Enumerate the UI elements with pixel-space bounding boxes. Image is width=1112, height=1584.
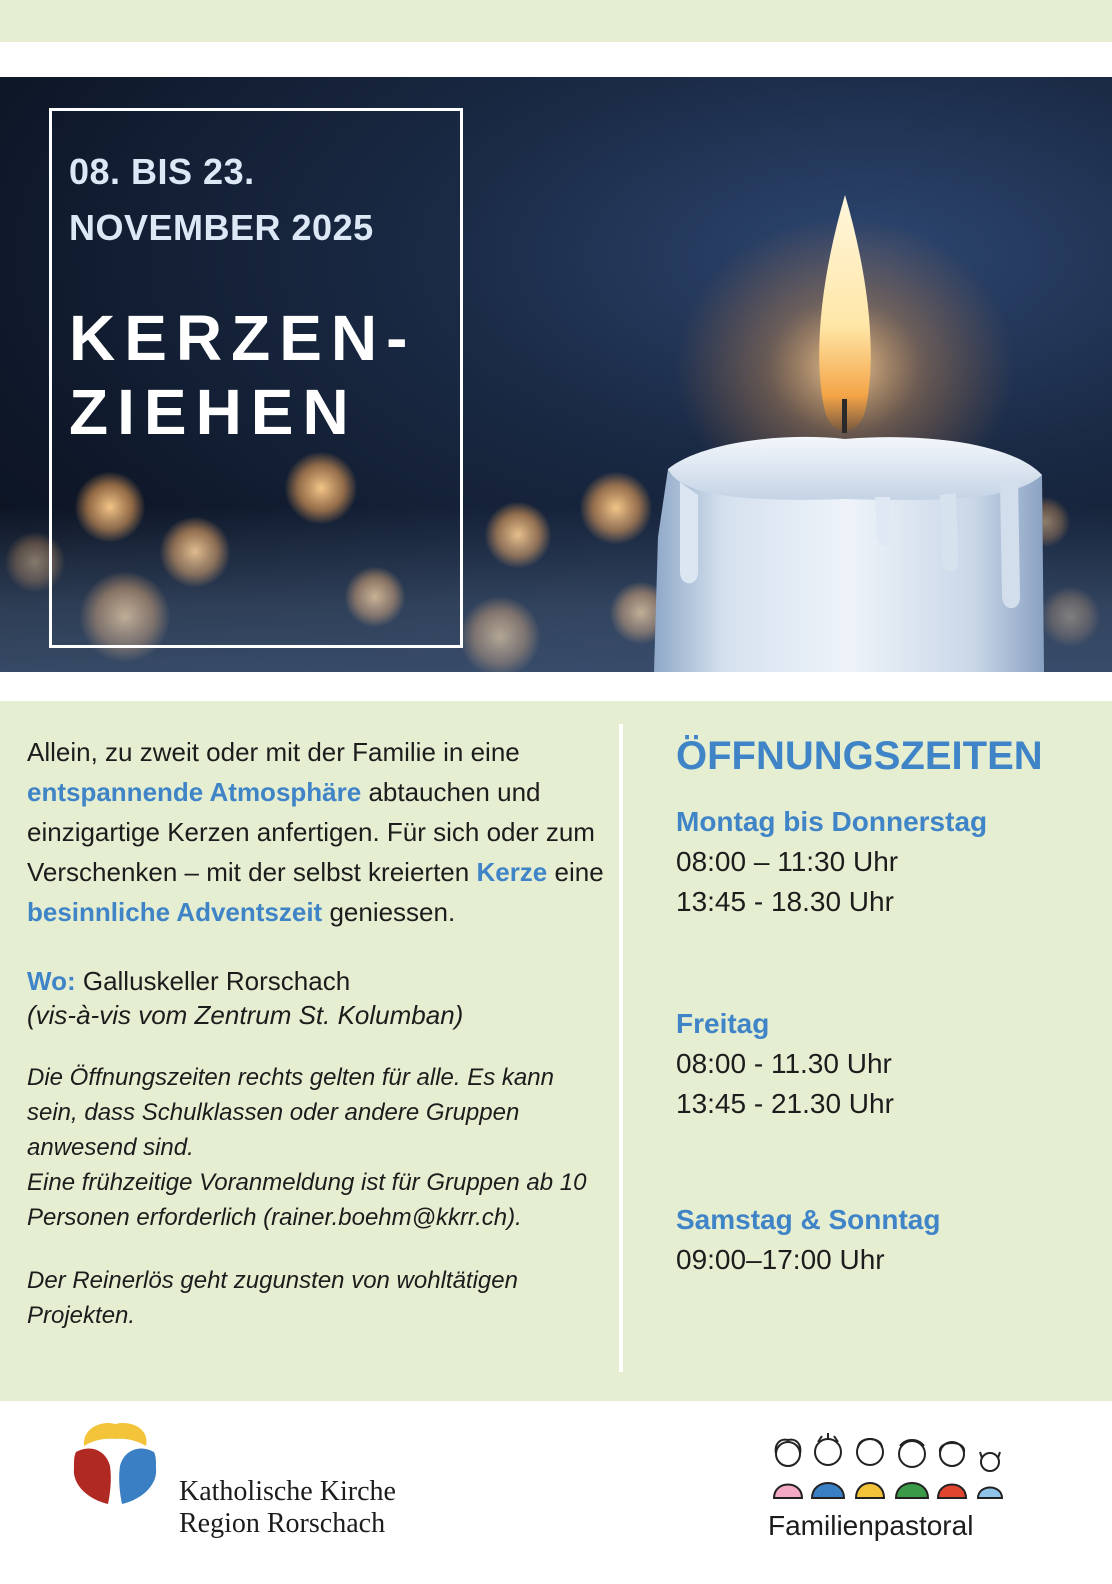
- location-label: Wo:: [27, 966, 76, 996]
- organization-name-line: Region Rorschach: [179, 1508, 386, 1539]
- wax-drip: [680, 482, 698, 583]
- description-column: [27, 732, 607, 1333]
- opening-hours-title: ÖFFNUNGSZEITEN: [676, 734, 1043, 778]
- figure-body-blue: [812, 1483, 844, 1498]
- candle-illustration: [640, 177, 1060, 672]
- day-label: Freitag: [676, 1008, 770, 1039]
- time-slot: 08:00 - 11.30 Uhr: [676, 1048, 892, 1079]
- intro-text: eine: [547, 857, 604, 887]
- day-label: Samstag & Sonntag: [676, 1204, 941, 1235]
- top-band: [0, 0, 1112, 42]
- wax-drip: [940, 493, 958, 572]
- hours-group-friday: [676, 1004, 1096, 1124]
- intro-text: geniessen.: [322, 897, 456, 927]
- intro-paragraph: [27, 732, 607, 932]
- event-date-line-2: NOVEMBER 2025: [69, 207, 374, 248]
- event-title-line-1: KERZEN-: [69, 302, 417, 374]
- intro-text: Allein, zu zweit oder mit der Familie in eine: [27, 737, 520, 767]
- family-ministry-label: Familienpastoral: [768, 1510, 974, 1541]
- location-line: [27, 964, 607, 998]
- intro-text: abtauchen und einzigartige Kerzen anfertigen. Für sich oder zum Verschenken – mit der selbst kreierten: [27, 777, 595, 887]
- location-note: (vis-à-vis vom Zentrum St. Kolumban): [27, 1000, 464, 1030]
- opening-hours-column: [676, 728, 1096, 1280]
- event-date-line-1: 08. BIS 23.: [69, 151, 255, 192]
- logo-petal-blue: [119, 1448, 156, 1504]
- organization-name: [179, 1476, 396, 1540]
- hours-group-weekdays: [676, 802, 1096, 922]
- hours-group-weekend: [676, 1200, 1096, 1280]
- event-title-line-2: ZIEHEN: [69, 376, 358, 448]
- time-slot: 13:45 - 18.30 Uhr: [676, 886, 894, 917]
- wax-drip: [1000, 477, 1020, 608]
- figure-body-yellow: [856, 1483, 884, 1498]
- hours-info-note: Die Öffnungszeiten rechts gelten für alle. Es kann sein, dass Schulklassen oder andere Gruppen anwesend sind.: [27, 1064, 554, 1161]
- candle-wick: [842, 399, 847, 433]
- family-figures-icon: [766, 1432, 1012, 1502]
- hero-banner: [0, 77, 1112, 672]
- church-logo-icon: [70, 1422, 160, 1506]
- organization-name-line: Katholische Kirche: [179, 1476, 396, 1507]
- time-slot: 09:00–17:00 Uhr: [676, 1244, 885, 1275]
- figure-body-green: [896, 1483, 928, 1498]
- time-slot: 08:00 – 11:30 Uhr: [676, 846, 899, 877]
- wax-drip: [875, 497, 892, 546]
- location-place: Galluskeller Rorschach: [75, 966, 351, 996]
- logo-petal-red: [74, 1448, 111, 1504]
- intro-highlight: besinnliche Adventszeit: [27, 897, 323, 927]
- logo-petal-yellow: [84, 1423, 147, 1446]
- intro-highlight: entspannende Atmosphäre: [27, 777, 362, 807]
- column-divider: [619, 724, 623, 1372]
- intro-highlight: Kerze: [476, 857, 548, 887]
- registration-note: Eine frühzeitige Voranmeldung ist für Gruppen ab 10 Personen erforderlich (rainer.boehm@kkrr.ch).: [27, 1169, 587, 1231]
- proceeds-note: Der Reinerlös geht zugunsten von wohltätigen Projekten.: [27, 1267, 518, 1329]
- day-label: Montag bis Donnerstag: [676, 806, 988, 837]
- figure-body-pink: [774, 1485, 802, 1499]
- figure-body-red: [938, 1485, 966, 1499]
- time-slot: 13:45 - 21.30 Uhr: [676, 1088, 894, 1119]
- figure-body-lightblue: [978, 1488, 1002, 1499]
